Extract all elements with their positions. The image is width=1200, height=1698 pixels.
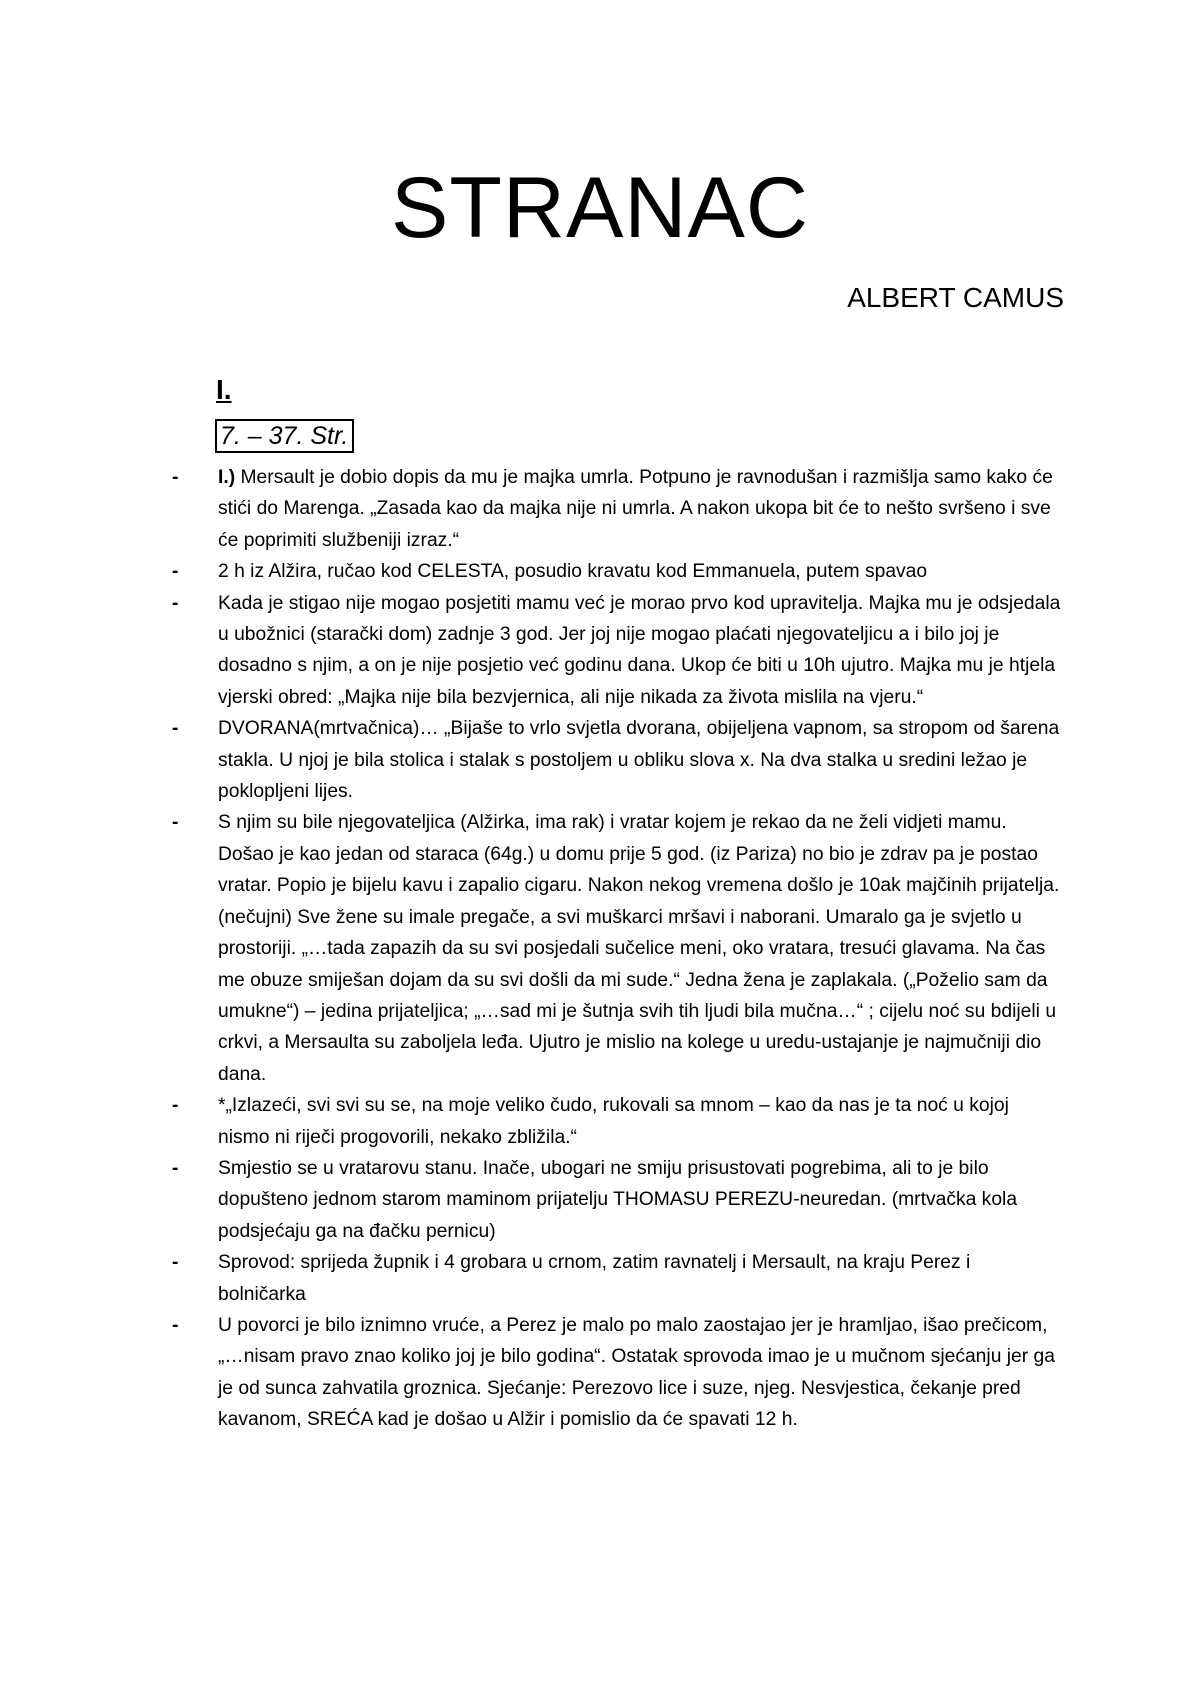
note-text: Kada je stigao nije mogao posjetiti mamu već je morao prvo kod upravitelja. Majka mu je odsjedala u ubožnici (starački dom) zadnje 3 god. Jer joj nije mogao plaćati njegovateljicu a i bilo joj je dosadno s njim, a on je nije posjetio već godinu dana. Ukop će biti u 10h ujutro. Majka mu je htjela vjerski obred: „Majka nije bila bezvjernica, ali nije nikada za života mislila na vjeru.“ [218, 592, 1061, 708]
note-text: U povorci je bilo iznimno vruće, a Perez je malo po malo zaostajao jer je hramljao, išao prečicom,„…nisam pravo znao koliko joj je bilo godina“. Ostatak sprovoda imao je u mučnom sjećanju jer ga je od sunca zahvatila groznica. Sjećanje: Perezovo lice i suze, njeg. Nesvjestica, čekanje pred kavanom, SREĆA kad je došao u Alžir i pomislio da će spavati 12 h. [218, 1314, 1056, 1431]
author-name: ALBERT CAMUS [847, 282, 1064, 313]
list-item [172, 556, 1062, 587]
bullet-dash: - [172, 1157, 179, 1179]
chapter-heading: I. [216, 374, 232, 405]
list-item [172, 807, 1062, 1090]
bullet-dash: - [172, 592, 179, 614]
document-title: STRANAC [391, 160, 809, 256]
page-range-box: 7. – 37. Str. [215, 419, 354, 453]
list-item [172, 1247, 1062, 1310]
note-text: 2 h iz Alžira, ručao kod CELESTA, posudio kravatu kod Emmanuela, putem spavao [218, 561, 928, 583]
note-text: DVORANA(mrtvačnica)… „Bijaše to vrlo svjetla dvorana, obijeljena vapnom, sa stropom od šarena stakla. U njoj je bila stolica i stalak s postoljem u obliku slova x. Na dva stalka u sredini ležao je poklopljeni lijes. [218, 718, 1060, 803]
bullet-dash: - [172, 1252, 179, 1274]
bullet-dash: - [172, 1095, 179, 1117]
list-item [172, 1310, 1062, 1436]
list-item [172, 713, 1062, 807]
note-text: S njim su bile njegovateljica (Alžirka, ima rak) i vratar kojem je rekao da ne želi vidjeti mamu. Došao je kao jedan od staraca (64g.) u domu prije 5 god. (iz Pariza) no bio je zdrav pa je postao vratar. Popio je bijelu kavu i zapalio cigaru. Nakon nekog vremena došlo je 10ak majčinih prijatelja. (nečujni) Sve žene su imale pregače, a svi muškarci mršavi i naborani. Umaralo ga je svjetlo u prostoriji. „…tada zapazih da su svi posjedali sučelice meni, oko vratara, tresući glavama. Na čas me obuze smiješan dojam da su svi došli da mi sude.“ Jedna žena je zaplakala. („Poželio sam da umukne“) – jedina prijateljica; „…sad mi je šutnja svih tih ljudi bila mučna…“ ; cijelu noć su bdijeli u crkvi, a Mersaulta su zaboljela leđa. Ujutro je mislio na kolege u uredu-ustajanje je najmučniji dio dana. [218, 812, 1060, 1085]
list-item [172, 588, 1062, 714]
note-lead: I.) [218, 467, 236, 488]
note-text: Smjestio se u vratarovu stanu. Inače, ubogari ne smiju prisustovati pogrebima, ali to je bilo dopušteno jednom starom maminom prijatelju THOMASU PEREZU-neuredan. (mrtvačka kola podsjećaju ga na đačku pernicu) [218, 1157, 1018, 1242]
bullet-dash: - [172, 812, 179, 834]
bullet-dash: - [172, 718, 179, 740]
note-text: Mersault je dobio dopis da mu je majka umrla. Potpuno je ravnodušan i razmišlja samo kako će stići do Marenga. „Zasada kao da majka nije ni umrla. A nakon ukopa bit će to nešto svršeno i sve će poprimiti službeniji izraz.“ [218, 467, 1053, 551]
list-item [172, 1153, 1062, 1247]
note-text: *„Izlazeći, svi svi su se, na moje veliko čudo, rukovali sa mnom – kao da nas je ta noć u kojoj nismo ni riječi progovorili, nekako zbližila.“ [218, 1095, 1009, 1148]
bullet-dash: - [172, 1314, 179, 1336]
list-item [172, 462, 1062, 556]
note-text: Sprovod: sprijeda župnik i 4 grobara u crnom, zatim ravnatelj i Mersault, na kraju Perez i bolničarka [218, 1252, 971, 1305]
list-item [172, 1090, 1062, 1153]
bullet-dash: - [172, 561, 179, 583]
bullet-dash: - [172, 467, 179, 488]
notes-list [172, 462, 1062, 1436]
